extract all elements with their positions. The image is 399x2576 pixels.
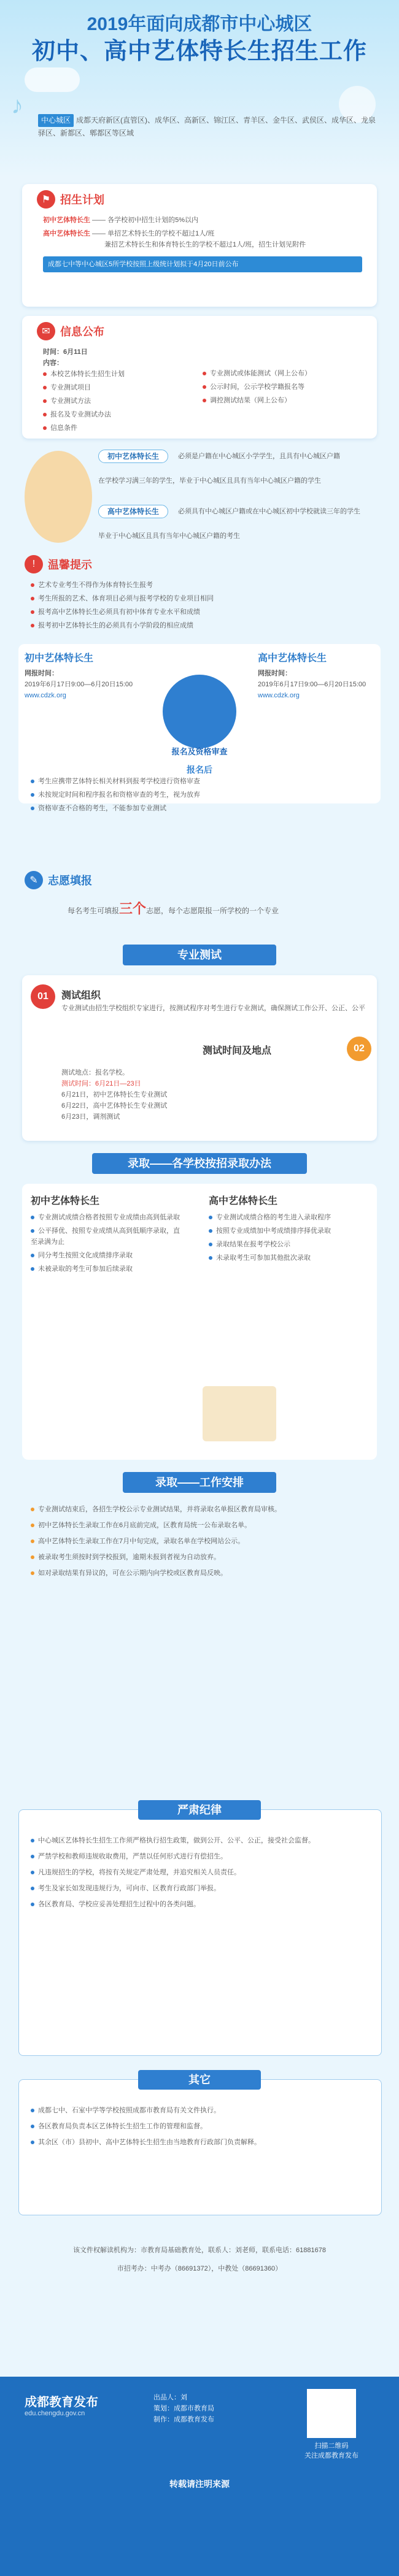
- info-left: [43, 347, 178, 436]
- info-left-item: 专业测试方法: [43, 396, 178, 407]
- admit-senior-item: 专业测试成绩合格的考生进入录取程序: [209, 1212, 368, 1223]
- qr-caption: 扫描二维码 关注成都教育发布: [304, 2442, 358, 2459]
- discipline-title: 严肃纪律: [138, 1800, 261, 1820]
- admit-junior-item: 公平择优、按照专业成绩从高到低顺序录取，直至录满为止: [31, 1227, 180, 1246]
- info-content-label: 内容：: [43, 359, 63, 367]
- plan-note: 成都七中等中心城区5所学校按照上级统计划拟于4月20日前公布: [43, 256, 362, 272]
- hero-title-line1: 2019年面向成都市中心城区: [87, 14, 312, 34]
- pen-icon: ✎: [25, 871, 43, 889]
- discipline-item: 考生及家长如发现违规行为，可向市、区教育行政部门举报。: [31, 1882, 368, 1895]
- junior-plan-text: 各学校初中招生计划的5%以内: [107, 217, 199, 224]
- senior-eligibility-text2: 毕业于中心城区且具有当年中心城区户籍的考生: [98, 532, 240, 540]
- junior-register-title: 初中艺体特长生: [25, 653, 94, 664]
- junior-register: 初中艺体特长生 网报时间： 2019年6月17日9:00—6月20日15:00 www.cdzk.org: [25, 650, 147, 701]
- register-item: 未按规定时间和程序报名和资格审查的考生，视为放弃: [31, 789, 374, 800]
- info-header: [37, 322, 104, 340]
- admit-senior-item: 录取结果在报考学校公示: [209, 1239, 368, 1250]
- girl-violin-illustration: [25, 451, 92, 543]
- other-title: 其它: [138, 2070, 261, 2090]
- test-time-block: 测试地点：报名学校。 测试时间：6月21日—23日 6月21日，初中艺体特长生专业测试 6月22日，高中艺体特长生专业测试 6月23日，调剂测试: [61, 1069, 168, 1121]
- hero-intro: [38, 114, 382, 140]
- senior-register: 高中艺体特长生 网报时间： 2019年6月17日9:00—6月20日15:00 www.cdzk.org: [258, 650, 381, 701]
- senior-eligibility-text: 必须具有中心城区户籍或在中心城区初中学校就读三年的学生: [178, 508, 360, 515]
- volunteer-count: 三个: [119, 901, 147, 916]
- admit-senior-item: 按照专业成绩加中考成绩排序择优录取: [209, 1225, 368, 1236]
- workflow-list: [31, 1503, 374, 1582]
- info-left-item: 报名及专业测试办法: [43, 409, 178, 420]
- intro-tag: 中心城区: [38, 114, 74, 127]
- test-ribbon: 专业测试: [123, 945, 276, 965]
- discipline-item: 凡违规招生的学校，将按有关规定严肃处理，并追究相关人员责任。: [31, 1866, 368, 1879]
- tips-header: [25, 555, 92, 573]
- info-right: [203, 368, 368, 408]
- junior-eligibility-label: 初中艺体特长生: [98, 450, 168, 463]
- admit-senior: [209, 1193, 368, 1266]
- test-badge-1: 01: [31, 984, 55, 1009]
- other-item: 各区教育局负责本区艺体特长生招生工作的管理和监督。: [31, 2120, 368, 2133]
- admit-senior-item: 未录取考生可参加其他批次录取: [209, 1252, 368, 1263]
- workflow-item: 高中艺体特长生录取工作在7月中旬完成，录取名单在学校网站公示。: [31, 1535, 374, 1548]
- volunteer-text: 每名考生可填报三个志愿，每个志愿限报一所学校的一个专业: [68, 901, 279, 916]
- violin-icon: [55, 534, 61, 540]
- senior-plan-a: 单招艺术特长生的学校不超过1人/班: [107, 230, 215, 237]
- register-item: 考生应携带艺体特长相关材料到报考学校进行资格审查: [31, 776, 374, 787]
- admit-ribbon: 录取——各学校按招录取办法: [92, 1153, 307, 1174]
- tip-item: 艺术专业考生不得作为体育特长生报考: [31, 580, 374, 591]
- footer-line1: 该文件权解读机构为：市教育局基础教育处，联系人：刘老师，联系电话：61881678: [73, 2247, 326, 2254]
- admit-junior-title: 初中艺体特长生: [31, 1196, 100, 1206]
- footer-brand-name: 成都教育发布: [25, 2396, 98, 2409]
- workflow-item: 专业测试结束后，各招生学校公示专业测试结果，并将录取名单报区教育局审核。: [31, 1503, 374, 1516]
- plan-body: 初中艺体特长生 —— 各学校初中招生计划的5%以内 高中艺体特长生 —— 单招艺术特长生的学校不超过1人/班 兼招艺术特长生和体育特长生的学校不超过1人/班，招生计划见附件 成都七中等中心城区5所学校按照上级统计划拟于4月20日前公布: [43, 215, 362, 272]
- tip-item: 报考高中艺体特长生必须具有初中体育专业水平和成绩: [31, 607, 374, 618]
- senior-plan-label: 高中艺体特长生: [43, 230, 90, 237]
- discipline-item: 中心城区艺体特长生招生工作须严格执行招生政策，做到公开、公平、公正，接受社会监督。: [31, 1834, 368, 1847]
- info-right-item: 公示时间，公示学校学籍报名等: [203, 381, 368, 393]
- register-center-label: 报名及资格审查: [171, 747, 228, 756]
- test-org-title: 测试组织: [61, 991, 101, 1001]
- register-sub-title: 报名后: [187, 765, 212, 775]
- test-badge-2: 02: [347, 1037, 371, 1061]
- footer-brand-url: edu.chengdu.gov.cn: [25, 2410, 85, 2417]
- book-illustration: [203, 1386, 276, 1441]
- admit-junior: [31, 1193, 184, 1277]
- info-right-item: 调控测试结果（网上公布）: [203, 395, 368, 406]
- info-date: 时间：6月11日: [43, 348, 88, 356]
- footer-reprint: 转载请注明来源: [169, 2479, 230, 2489]
- tips-title: 温馨提示: [48, 559, 92, 571]
- info-left-item: 专业测试项目: [43, 382, 178, 393]
- discipline-item: 各区教育局、学校应妥善处理招生过程中的各类问题。: [31, 1898, 368, 1911]
- volunteer-title: 志愿填报: [48, 875, 92, 887]
- senior-plan-b: 兼招艺术特长生和体育特长生的学校不超过1人/班，招生计划见附件: [104, 241, 306, 248]
- register-item: 资格审查不合格的考生，不能参加专业测试: [31, 803, 374, 814]
- footer-line2: 市招考办：中考办（86691372），中教处（86691360）: [117, 2265, 282, 2272]
- info-right-item: 专业测试或体能测试（网上公布）: [203, 368, 368, 379]
- senior-eligibility: [98, 506, 168, 517]
- discipline-item: 严禁学校和教师违规收取费用，严禁以任何形式进行有偿招生。: [31, 1850, 368, 1863]
- tips-list: [31, 580, 374, 634]
- admit-junior-item: 专业测试成绩合格者按照专业成绩由高到低录取: [31, 1212, 184, 1223]
- admit-junior-item: 未被录取的考生可参加后续录取: [31, 1263, 184, 1275]
- junior-plan-label: 初中艺体特长生: [43, 217, 90, 224]
- megaphone-icon: ✉: [37, 322, 55, 340]
- other-list: [31, 2104, 368, 2152]
- flag-icon: ⚑: [37, 190, 55, 209]
- cloud-decoration: [25, 67, 80, 92]
- intro-text: 成都天府新区(直管区)、成华区、高新区、锦江区、青羊区、金牛区、武侯区、成华区、龙泉驿区、新都区、郫都区等区域: [38, 116, 376, 137]
- workflow-item: 如对录取结果有异议的，可在公示期内向学校或区教育局反映。: [31, 1566, 374, 1580]
- junior-eligibility-text2: 在学校学习满三年的学生，毕业于中心城区且具有当年中心城区户籍的学生: [98, 477, 321, 485]
- junior-eligibility-text: 必须是户籍在中心城区小学学生，且具有中心城区户籍: [178, 453, 340, 460]
- other-item: 成都七中、石室中学等学校按照成都市教育局有关文件执行。: [31, 2104, 368, 2117]
- tip-item: 报考初中艺体特长生的必须具有小学阶段的相应成绩: [31, 620, 374, 631]
- hero-title-line2: 初中、高中艺体特长生招生工作: [31, 39, 367, 64]
- volunteer-header: [25, 871, 92, 889]
- discipline-list: [31, 1834, 368, 1914]
- workflow-item: 被录取考生须按时到学校报到，逾期未报到者视为自动放弃。: [31, 1551, 374, 1564]
- tip-item: 考生所报的艺术、体育项目必须与报考学校的专业项目相同: [31, 593, 374, 604]
- junior-register-url[interactable]: www.cdzk.org: [25, 692, 66, 699]
- bulb-icon: !: [25, 555, 43, 573]
- workflow-item: 初中艺体特长生录取工作在6月底前完成，区教育局统一公布录取名单。: [31, 1519, 374, 1532]
- register-badge: [163, 675, 236, 748]
- info-left-item: 本校艺体特长生招生计划: [43, 369, 178, 380]
- senior-eligibility-label: 高中艺体特长生: [98, 505, 168, 518]
- footer-meta: 出品人：刘 策划：成都市教育局 制作：成都教育发布: [153, 2394, 214, 2423]
- junior-register-time: 2019年6月17日9:00—6月20日15:00: [25, 681, 133, 688]
- other-item: 其余区（市）县初中、高中艺体特长生招生由当地教育行政部门负责解释。: [31, 2136, 368, 2149]
- plan-title: 招生计划: [60, 194, 104, 206]
- senior-register-title: 高中艺体特长生: [258, 653, 327, 664]
- music-note-icon: ♪: [11, 92, 23, 119]
- senior-register-time: 2019年6月17日9:00—6月20日15:00: [258, 681, 366, 688]
- footer-brand: [25, 2392, 98, 2417]
- info-title: 信息公布: [60, 326, 104, 338]
- workflow-ribbon: 录取——工作安排: [123, 1472, 276, 1493]
- test-time-title: 测试时间及地点: [203, 1046, 272, 1056]
- info-left-item: 信息条件: [43, 423, 178, 434]
- test-org-text: 专业测试由招生学校组织专家进行，按测试程序对考生进行专业测试，确保测试工作公开、公正、公平: [61, 1005, 365, 1012]
- qr-code: [307, 2389, 356, 2438]
- register-items: [31, 776, 374, 816]
- admit-senior-title: 高中艺体特长生: [209, 1196, 278, 1206]
- junior-eligibility: [98, 451, 168, 462]
- senior-register-url[interactable]: www.cdzk.org: [258, 692, 300, 699]
- plan-header: [37, 190, 104, 209]
- admit-junior-item: 同分考生按照文化成绩排序录取: [31, 1250, 184, 1261]
